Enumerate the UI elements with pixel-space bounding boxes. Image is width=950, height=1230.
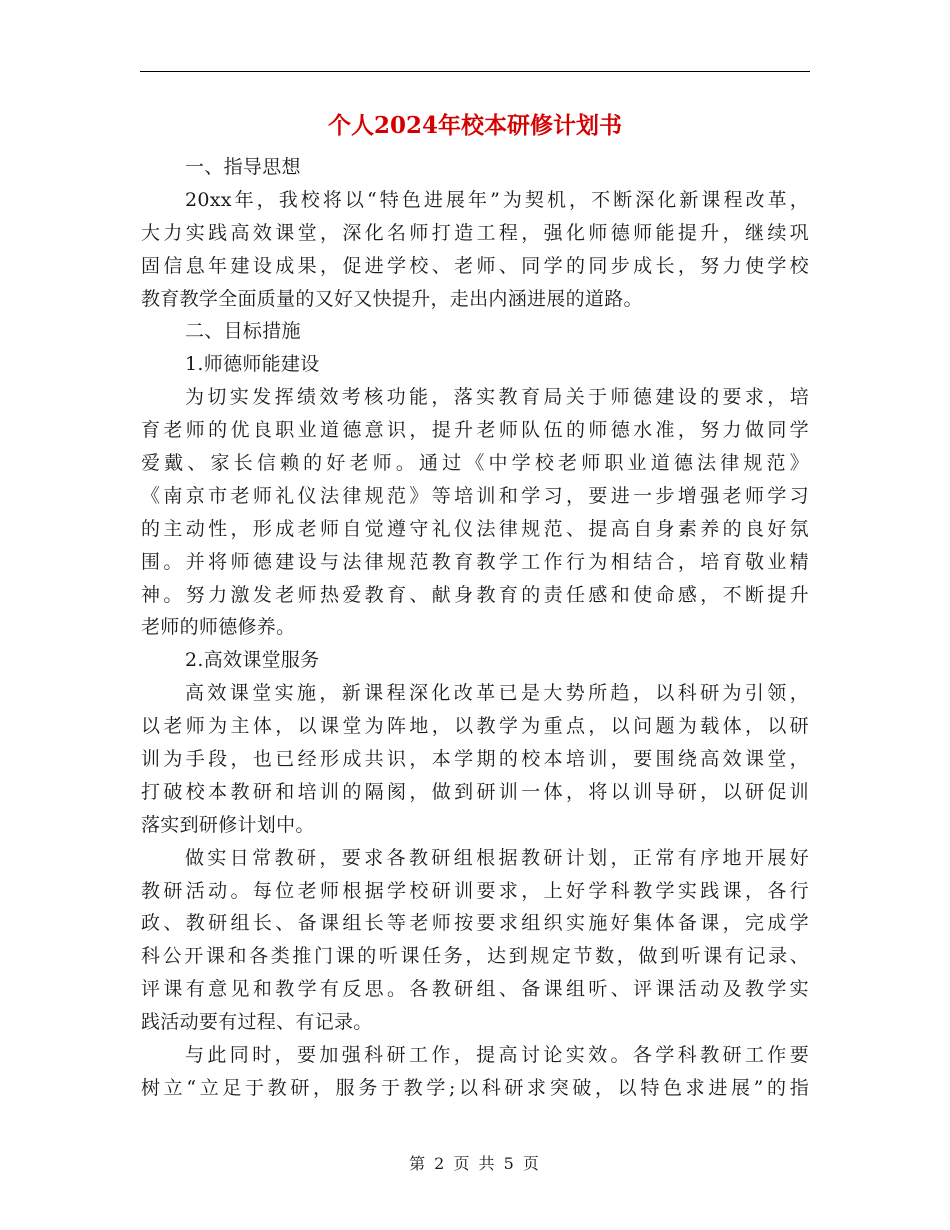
text-line: 《南京市老师礼仪法律规范》等培训和学习，要进一步增强老师学习 [141,484,809,507]
text-line: 教研活动。每位老师根据学校研训要求，上好学科教学实践课，各行 [141,879,809,902]
text-line: 落实到研修计划中。 [141,813,315,836]
text-line: 评课有意见和教学有反思。各教研组、备课组听、评课活动及教学实 [141,978,809,1001]
text-line: 二、目标措施 [185,320,301,343]
text-line: 围。并将师德建设与法律规范教育教学工作行为相结合，培育敬业精 [141,550,809,573]
text-line: 政、教研组长、备课组长等老师按要求组织实施好集体备课，完成学 [141,912,809,935]
text-line: 做实日常教研，要求各教研组根据教研计划，正常有序地开展好 [185,846,809,869]
text-line: 大力实践高效课堂，深化名师打造工程，强化师德师能提升，继续巩 [141,221,809,244]
text-line: 以老师为主体，以课堂为阵地，以教学为重点，以问题为载体，以研 [141,715,809,738]
text-line: 一、指导思想 [185,156,301,178]
text-line: 20xx年，我校将以“特色进展年”为契机，不断深化新课程改革， [185,188,809,211]
text-line: 1.师德师能建设 [185,353,320,376]
text-line: 打破校本教研和培训的隔阂，做到研训一体，将以训导研，以研促训 [141,780,809,803]
text-line: 为切实发挥绩效考核功能，落实教育局关于师德建设的要求，培 [185,386,809,409]
text-line: 爱戴、家长信赖的好老师。通过《中学校老师职业道德法律规范》 [141,452,809,475]
text-line: 高效课堂实施，新课程深化改革已是大势所趋，以科研为引领， [185,682,809,705]
text-line: 科公开课和各类推门课的听课任务，达到规定节数，做到听课有记录、 [141,945,809,968]
text-line: 与此同时，要加强科研工作，提高讨论实效。各学科教研工作要 [185,1044,809,1067]
text-line: 教育教学全面质量的又好又快提升，走出内涵进展的道路。 [141,287,643,310]
document-title: 个人2024年校本研修计划书 [327,112,622,139]
text-line: 老师的师德修养。 [141,616,296,639]
text-line: 训为手段，也已经形成共识，本学期的校本培训，要围绕高效课堂， [141,748,809,771]
text-line: 神。努力激发老师热爱教育、献身教育的责任感和使命感，不断提升 [141,583,809,606]
text-line: 固信息年建设成果，促进学校、老师、同学的同步成长，努力使学校 [141,254,809,277]
text-line: 践活动要有过程、有记录。 [141,1011,373,1034]
document-body [141,151,809,1105]
text-line: 树立“立足于教研，服务于教学;以科研求突破，以特色求进展”的指 [141,1076,809,1099]
text-line: 的主动性，形成老师自觉遵守礼仪法律规范、提高自身素养的良好氛 [141,517,809,540]
text-line: 育老师的优良职业道德意识，提升老师队伍的师德水准，努力做同学 [141,419,809,442]
text-line: 2.高效课堂服务 [185,649,320,672]
header-rule [140,71,810,72]
page-number-footer: 第 2 页 共 5 页 [409,1154,541,1173]
